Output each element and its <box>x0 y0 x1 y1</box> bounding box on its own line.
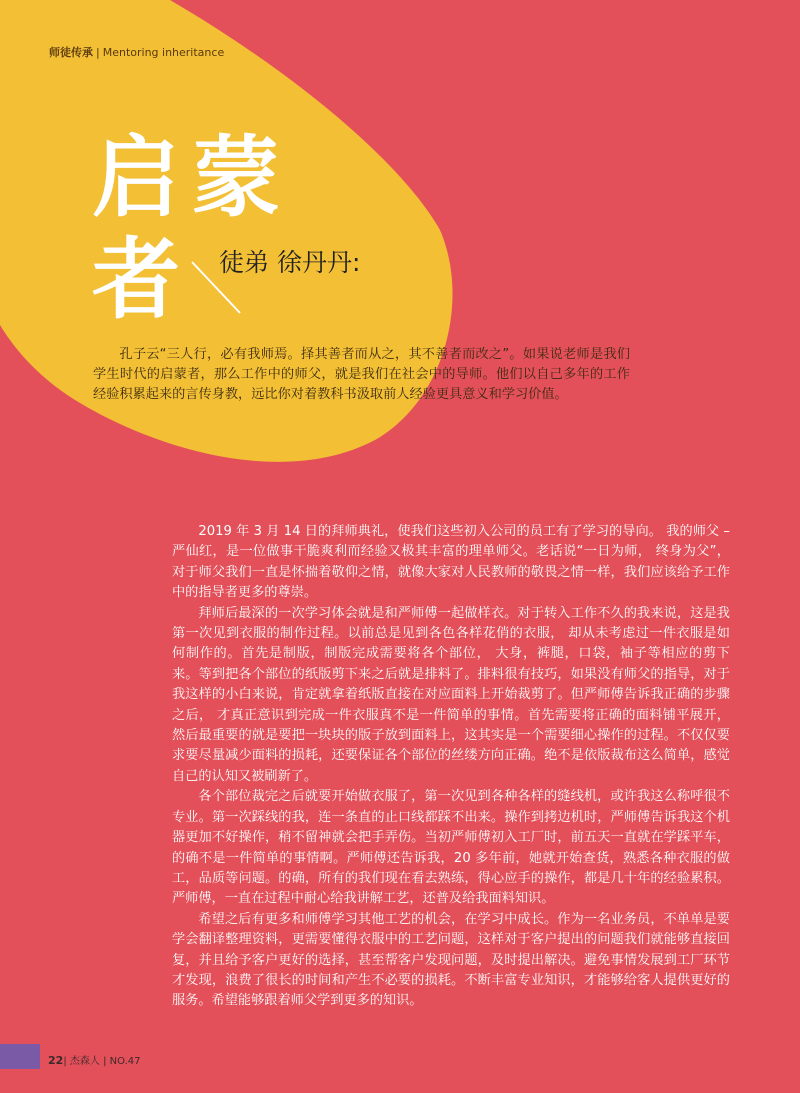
magazine-name: 杰森人 <box>69 1056 100 1067</box>
header-separator: | <box>96 46 100 59</box>
author-subtitle: 徒弟 徐丹丹: <box>219 248 361 277</box>
issue-number: NO.47 <box>109 1056 141 1067</box>
page-title-line1: 启蒙 <box>92 125 293 229</box>
body-paragraph: 各个部位裁完之后就要开始做衣服了，第一次见到各种各样的缝线机，或许我这么称呼很不专业。第一次踩线的我，连一条直的止口线都踩不出来。操作到拷边机时，严师傅告诉我这个机器更加不好操作，稍不留神就会把手弄伤。当初严师傅初入工厂时，前五天一直就在学踩平车，的确不是一件简单的事情啊。严师傅还告诉我，20 多年前，她就开始查货，熟悉各种衣服的做工，品质等问题。的确，所有的我们现在看去熟练，得心应手的操作，都是几十年的经验累积。 严师傅，一直在过程中耐心给我讲解工艺，还普及给我面料知识。 <box>172 789 730 907</box>
section-title-cn: 师徒传承 <box>49 46 93 59</box>
section-header <box>49 44 224 60</box>
page-footer <box>48 1052 140 1067</box>
intro-paragraph: 孔子云“三人行，必有我师焉。择其善者而从之，其不善者而改之”。如果说老师是我们学生时代的启蒙者，那么工作中的师父，就是我们在社会中的导师。他们以自己多年的工作经验积累起来的言传身教，远比你对着教科书汲取前人经验更具意义和学习价值。 <box>93 347 630 402</box>
footer-separator: | <box>103 1056 107 1067</box>
body-paragraph: 拜师后最深的一次学习体会就是和严师傅一起做样衣。对于转入工作不久的我来说，这是我第一次见到衣服的制作过程。以前总是见到各色各样花俏的衣服， 却从未考虑过一件衣服是如何制作的。首先是制版，制版完成需要将各个部位， 大身，裤腿，口袋，袖子等相应的剪下来。等到把各个部位的纸版剪下来之后就是排料了。排料很有技巧，如果没有师父的指导，对于我这样的小白来说，肯定就拿着纸版直接在对应面料上开始裁剪了。但严师傅告诉我正确的步骤之后， 才真正意识到完成一件衣服真不是一件简单的事情。首先需要将正确的面料铺平展开，然后最重要的就是要把一块块的版子放到面料上，这其实是一个需要细心操作的过程。不仅仅要求要尽量减少面料的损耗，还要保证各个部位的丝缕方向正确。绝不是依版裁布这么简单，感觉自己的认知又被刷新了。 <box>172 605 730 784</box>
footer-separator: | <box>63 1056 67 1067</box>
page-title-line2: 者 <box>92 227 181 331</box>
section-title-en: Mentoring inheritance <box>102 46 225 59</box>
body-paragraph: 2019 年 3 月 14 日的拜师典礼，使我们这些初入公司的员工有了学习的导向。 我的师父 – 严仙红，是一位做事干脆爽利而经验又极其丰富的理单师父。老话说“一日为师， 终身为父”，对于师父我们一直是怀揣着敬仰之情，就像大家对人民教师的敬畏之情一样，我们应该给予工作中的指导者更多的尊崇。 <box>172 524 730 601</box>
article-body <box>172 522 730 1012</box>
page-number: 22 <box>48 1054 64 1067</box>
page-tab-marker <box>0 1044 40 1069</box>
body-paragraph: 希望之后有更多和师傅学习其他工艺的机会，在学习中成长。作为一名业务员，不单单是要学会翻译整理资料，更需要懂得衣服中的工艺问题，这样对于客户提出的问题我们就能够直接回复，并且给予客户更好的选择，甚至帮客户发现问题，及时提出解决。避免事情发展到工厂环节才发现，浪费了很长的时间和产生不必要的损耗。不断丰富专业知识，才能够给客人提供更好的服务。希望能够跟着师父学到更多的知识。 <box>172 911 730 1009</box>
